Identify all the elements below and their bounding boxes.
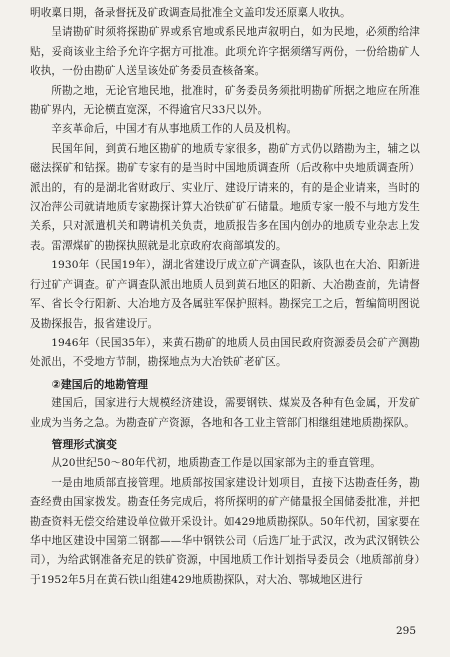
subsection-heading: 管理形式演变	[51, 437, 117, 451]
paragraph: 一是由地质部直接管理。地质部按国家建设计划项目，直接下达勘查任务，勘查经费由国家拨发。勘查任务完成后，将所探明的矿产储量报全国储委批准，并把勘查资料无偿交给建设单位做开采设计。如429地质勘探队。50年代初，国家要在华中地区建设中国第二钢都——华中钢铁公司（后选厂址于武汉，改为武汉钢铁公司），为给武钢准备充足的铁矿资源，中国地质工作计划指导委员会（地质部前身）于1952年5月在黄石铁山组建429地质勘探队，对大冶、鄂城地区进行	[30, 476, 420, 586]
paragraph: 从20世纪50～80年代初，地质勘查工作是以国家部为主的垂直管理。	[51, 457, 381, 470]
paragraph: 呈请勘矿时须将探勘矿界或系官地或系民地声叙明白，如为民地，必须酌给津贴，妥商该业主给予允许字据方可批准。此项允许字据须缮写两份，一份给勘矿人收执，一份由勘矿人送呈该处矿务委员查核备案。	[30, 26, 420, 78]
page-number: 295	[395, 625, 416, 637]
paragraph: 辛亥革命后，中国才有从事地质工作的人员及机构。	[51, 123, 298, 136]
text-block	[30, 4, 420, 590]
paragraph: 民国年间，到黄石地区勘矿的地质专家很多，勘矿方式仍以踏勘为主，辅之以磁法探矿和钻探。勘矿专家有的是当时中国地质调查所（后改称中央地质调查所）派出的，有的是湖北省财政厅、实业厅、建设厅请来的，有的是企业请来，当时的汉冶萍公司就请地质专家勘探计算大冶铁矿矿石储量。地质专家一般不与地方发生关系，只对派遣机关和聘请机关负责，地质报告多在国内创办的地质专业杂志上发表。雷潭煤矿的勘探执照就是北京政府农商部填发的。	[30, 142, 420, 252]
paragraph: 明收稟日期，备录督抚及矿政调查局批准全文盖印发还原稟人收执。	[30, 7, 351, 19]
paragraph: 所勘之地，无论官地民地，批准时，矿务委员务须批明勘矿所据之地应在所准勘矿界内，无论横直宽深，不得逾官尺33尺以外。	[30, 84, 420, 117]
section-heading: ②建国后的地勘管理	[51, 377, 149, 391]
paragraph: 建国后，国家进行大规模经济建设，需要钢铁、煤炭及各种有色金属，开发矿业成为当务之急。为勘查矿产资源，各地和各工业主管部门相继组建地质勘探队。	[30, 397, 420, 429]
paragraph: 1930年（民国19年），湖北省建设厅成立矿产调查队，该队也在大冶、阳新进行过矿产调查。矿产调查队派出地质人员到黄石地区的阳新、大冶勘查前，先请督军、省长令行阳新、大冶地方及各属驻军保护照料。勘探完工之后，暂编简明图说及勘探报告，报省建设厅。	[30, 259, 420, 330]
paragraph: 1946年（民国35年），来黄石勘矿的地质人员由国民政府资源委员会矿产测勘处派出，不受地方节制，勘探地点为大冶铁矿老矿区。	[30, 336, 420, 369]
